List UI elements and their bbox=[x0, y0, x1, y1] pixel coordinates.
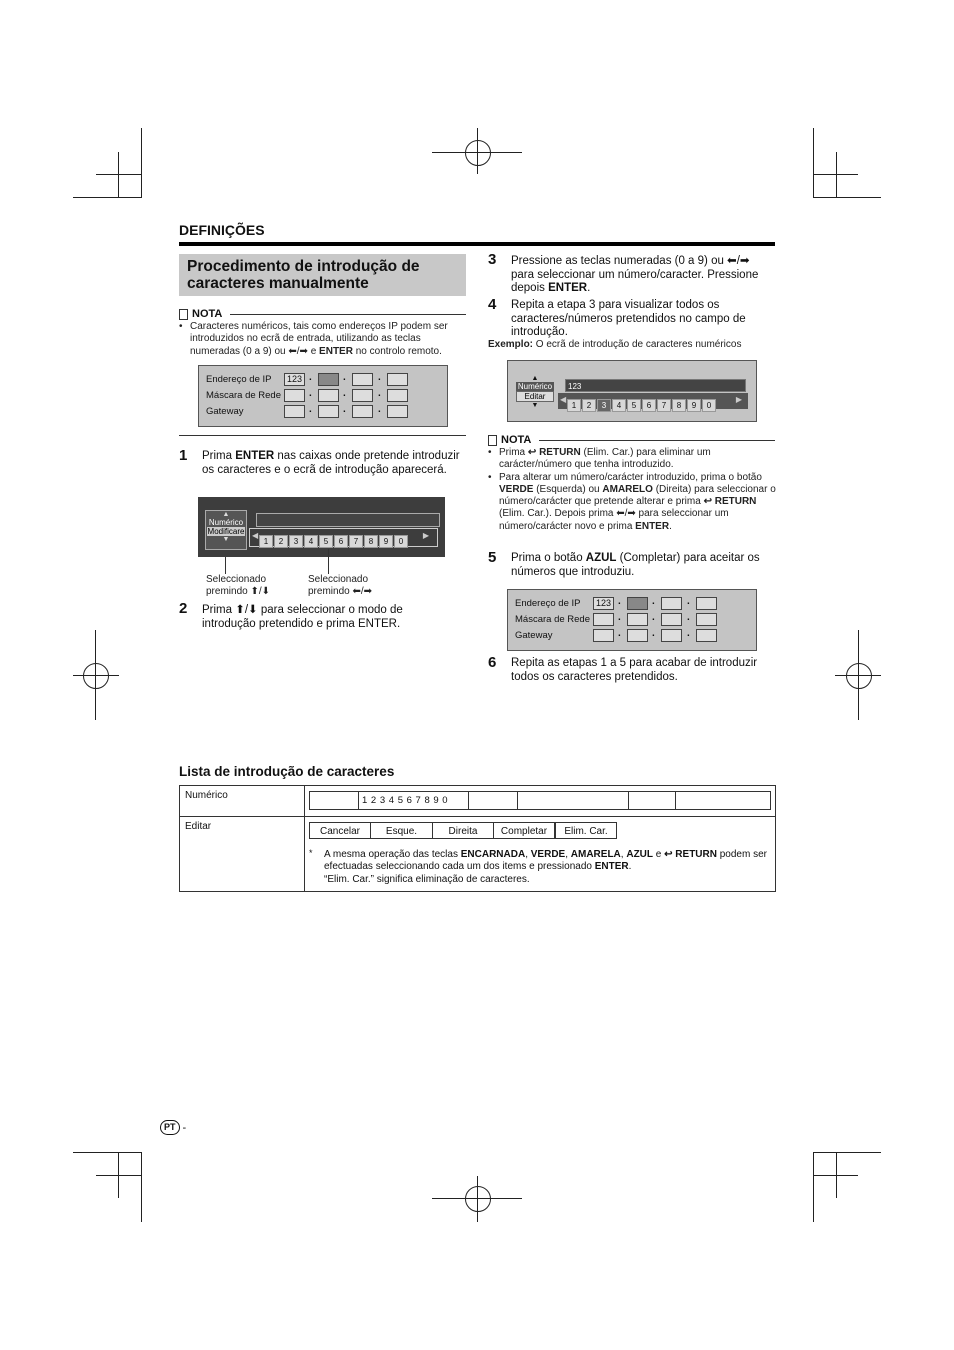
ip-label: Endereço de IP bbox=[206, 374, 272, 385]
gw-field-2[interactable] bbox=[318, 405, 339, 418]
up-arrow-icon: ▲ bbox=[531, 375, 539, 382]
row-label-numeric: Numérico bbox=[180, 786, 305, 817]
digit-key[interactable]: 0 bbox=[702, 399, 716, 412]
digit-row-2 bbox=[558, 393, 748, 409]
callout-line bbox=[328, 549, 329, 574]
ip-field-1[interactable]: 123 bbox=[284, 373, 305, 386]
step-6-number: 6 bbox=[488, 654, 497, 671]
mask-field-4[interactable] bbox=[387, 389, 408, 402]
digit-key[interactable]: 6 bbox=[334, 535, 348, 548]
nota-header bbox=[179, 308, 466, 320]
step-4-text: Repita a etapa 3 para visualizar todos os caracteres/números pretendidos no campo de introdução. bbox=[511, 299, 746, 339]
down-arrow-icon: ▼ bbox=[531, 402, 539, 409]
cancel-button[interactable]: Cancelar bbox=[309, 822, 371, 839]
ip-field-4[interactable] bbox=[696, 597, 717, 610]
entry-screen-1 bbox=[198, 497, 445, 557]
ip-dot: . bbox=[378, 372, 381, 383]
character-list-table bbox=[179, 785, 776, 892]
mask-field-1[interactable] bbox=[593, 613, 614, 626]
digit-key[interactable]: 1 bbox=[567, 399, 581, 412]
mode-selector-2[interactable] bbox=[516, 375, 554, 411]
mask-field-2[interactable] bbox=[627, 613, 648, 626]
ip-label: Endereço de IP bbox=[515, 598, 581, 609]
digit-key[interactable]: 4 bbox=[304, 535, 318, 548]
mode-numeric[interactable]: Numérico bbox=[208, 518, 244, 527]
digit-key[interactable]: 1 bbox=[259, 535, 273, 548]
nota-1: • Caracteres numéricos, tais como endereços IP podem ser introduzidos no ecrã de entrada, utilizando as teclas numeradas (0 a 9) ou ⬅/➡ e ENTER no controlo remoto. bbox=[179, 321, 448, 357]
right-arrow-icon: ▶ bbox=[422, 531, 429, 540]
ip-dot: . bbox=[378, 388, 381, 399]
row-label-edit: Editar bbox=[180, 817, 305, 892]
mask-field-3[interactable] bbox=[352, 389, 373, 402]
digits bbox=[259, 531, 409, 549]
nota-label: NOTA bbox=[501, 434, 532, 446]
ip-dot: . bbox=[309, 388, 312, 399]
input-field-2[interactable]: 123 bbox=[565, 379, 746, 392]
divider bbox=[179, 435, 466, 436]
left-arrow-icon: ◀ bbox=[252, 531, 259, 540]
digit-key[interactable]: 7 bbox=[657, 399, 671, 412]
gw-field-4[interactable] bbox=[387, 405, 408, 418]
down-arrow-icon: ▼ bbox=[222, 536, 230, 543]
language-badge: PT bbox=[160, 1120, 180, 1135]
left-arrow-icon: ◀ bbox=[560, 395, 567, 404]
step-3-number: 3 bbox=[488, 251, 497, 268]
gw-field-2[interactable] bbox=[627, 629, 648, 642]
ip-settings-panel-2 bbox=[507, 589, 757, 651]
page-heading: Procedimento de introdução de caracteres manualmente bbox=[187, 258, 420, 292]
ip-dot: . bbox=[687, 596, 690, 607]
complete-button[interactable]: Completar bbox=[494, 822, 555, 839]
mask-field-2[interactable] bbox=[318, 389, 339, 402]
ip-dot: . bbox=[687, 612, 690, 623]
delete-char-button[interactable]: Elim. Car. bbox=[555, 822, 617, 839]
nota-header-2 bbox=[488, 434, 775, 446]
ip-settings-panel bbox=[198, 365, 448, 427]
digit-row bbox=[249, 528, 438, 547]
nota-divider bbox=[539, 440, 775, 441]
ip-dot: . bbox=[618, 596, 621, 607]
ip-field-3[interactable] bbox=[352, 373, 373, 386]
numeric-digits: 1 2 3 4 5 6 7 8 9 0 bbox=[359, 792, 469, 809]
mode-numeric[interactable]: Numérico bbox=[517, 382, 553, 391]
ip-dot: . bbox=[618, 628, 621, 639]
mask-field-4[interactable] bbox=[696, 613, 717, 626]
digit-key[interactable]: 5 bbox=[319, 535, 333, 548]
mode-selector[interactable] bbox=[205, 510, 247, 550]
note-icon bbox=[488, 435, 497, 446]
section-title: DEFINIÇÕES bbox=[179, 222, 265, 238]
input-field[interactable] bbox=[256, 513, 440, 527]
section-rule bbox=[179, 242, 775, 246]
mask-label: Máscara de Rede bbox=[515, 614, 590, 625]
ip-dot: . bbox=[652, 612, 655, 623]
step-4-number: 4 bbox=[488, 296, 497, 313]
step-1-text: Prima ENTER nas caixas onde pretende introduzir os caracteres e o ecrã de introdução aparecerá. bbox=[202, 450, 460, 476]
digit-key[interactable]: 3 bbox=[289, 535, 303, 548]
digit-key[interactable]: 9 bbox=[687, 399, 701, 412]
nota-2 bbox=[488, 447, 776, 533]
mask-label: Máscara de Rede bbox=[206, 390, 281, 401]
ip-dot: . bbox=[652, 628, 655, 639]
digit-key[interactable]: 7 bbox=[349, 535, 363, 548]
ip-dot: . bbox=[309, 404, 312, 415]
table-note: * A mesma operação das teclas ENCARNADA, VERDE, AMARELA, AZUL e ↩ RETURN podem ser efectuadas seleccionando cada um dos items e pressionado ENTER. “Elim. Car.” significa eliminação de caracteres. bbox=[309, 848, 767, 885]
digit-key[interactable]: 8 bbox=[672, 399, 686, 412]
numeric-row bbox=[309, 791, 771, 810]
gw-field-1[interactable] bbox=[593, 629, 614, 642]
ip-dot: . bbox=[652, 596, 655, 607]
step-2-text: Prima ⬆/⬇ para seleccionar o modo de introdução pretendido e prima ENTER. bbox=[202, 604, 403, 630]
heading-box bbox=[179, 254, 466, 296]
list-title: Lista de introdução de caracteres bbox=[179, 764, 395, 779]
digit-key[interactable]: 3 bbox=[597, 399, 611, 412]
nota-label: NOTA bbox=[192, 308, 223, 320]
digit-key[interactable]: 5 bbox=[627, 399, 641, 412]
mask-field-1[interactable] bbox=[284, 389, 305, 402]
ip-dot: . bbox=[343, 404, 346, 415]
note-icon bbox=[179, 309, 188, 320]
up-arrow-icon: ▲ bbox=[222, 511, 230, 518]
ip-field-2[interactable] bbox=[318, 373, 339, 386]
nota-2-bullet-1: • Prima ↩ RETURN (Elim. Car.) para eliminar um carácter/número que tenha introduzido. bbox=[488, 447, 711, 471]
nota-2-bullet-2: • Para alterar um número/carácter introduzido, prima o botão VERDE (Esquerda) ou AMARELO (Direita) para seleccionar o número/carácter que pretende alterar e prima ↩ RETURN (Elim. Car.). Depois prima ⬅/➡ para seleccionar um número/carácter novo e prima ENTER. bbox=[488, 471, 776, 532]
digit-key[interactable]: 9 bbox=[379, 535, 393, 548]
right-arrow-icon: ▶ bbox=[735, 395, 742, 404]
mask-field-3[interactable] bbox=[661, 613, 682, 626]
edit-buttons bbox=[309, 822, 771, 839]
digit-key[interactable]: 2 bbox=[274, 535, 288, 548]
ip-dot: . bbox=[687, 628, 690, 639]
callout-left: Seleccionado premindo ⬆/⬇ bbox=[206, 574, 271, 598]
gw-field-1[interactable] bbox=[284, 405, 305, 418]
step-6-text: Repita as etapas 1 a 5 para acabar de introduzir todos os caracteres pretendidos. bbox=[511, 657, 758, 683]
ip-dot: . bbox=[378, 404, 381, 415]
ip-dot: . bbox=[618, 612, 621, 623]
callout-line bbox=[225, 557, 226, 574]
digit-key[interactable]: 2 bbox=[582, 399, 596, 412]
callout-right: Seleccionado premindo ⬅/➡ bbox=[308, 574, 373, 598]
digit-key[interactable]: 8 bbox=[364, 535, 378, 548]
ip-field-4[interactable] bbox=[387, 373, 408, 386]
ip-field-2[interactable] bbox=[627, 597, 648, 610]
step-5-number: 5 bbox=[488, 549, 497, 566]
step-1-number: 1 bbox=[179, 447, 188, 464]
ip-dot: . bbox=[309, 372, 312, 383]
digit-key[interactable]: 0 bbox=[394, 535, 408, 548]
mode-modify[interactable]: Modificare bbox=[207, 527, 245, 536]
ip-field-1[interactable]: 123 bbox=[593, 597, 614, 610]
ip-dot: . bbox=[343, 388, 346, 399]
gw-field-3[interactable] bbox=[661, 629, 682, 642]
ip-field-3[interactable] bbox=[661, 597, 682, 610]
right-button[interactable]: Direita bbox=[433, 822, 494, 839]
page-dash: - bbox=[182, 1121, 187, 1134]
gw-field-3[interactable] bbox=[352, 405, 373, 418]
step-2-number: 2 bbox=[179, 600, 188, 617]
left-button[interactable]: Esque. bbox=[371, 822, 433, 839]
digit-key[interactable]: 6 bbox=[642, 399, 656, 412]
digits bbox=[567, 395, 717, 413]
entry-screen-2 bbox=[507, 360, 757, 422]
step-5-text: Prima o botão AZUL (Completar) para aceitar os números que introduziu. bbox=[511, 552, 760, 578]
example-caption: Exemplo: O ecrã de introdução de caracteres numéricos bbox=[488, 339, 742, 350]
gw-field-4[interactable] bbox=[696, 629, 717, 642]
page-footer bbox=[160, 1120, 186, 1135]
mode-edit[interactable]: Editar bbox=[516, 391, 554, 402]
digit-key[interactable]: 4 bbox=[612, 399, 626, 412]
ip-dot: . bbox=[343, 372, 346, 383]
gateway-label: Gateway bbox=[515, 630, 553, 641]
step-3-text: Pressione as teclas numeradas (0 a 9) ou ⬅/➡ para seleccionar um número/caracter. Pressione depois ENTER. bbox=[511, 255, 759, 295]
gateway-label: Gateway bbox=[206, 406, 244, 417]
nota-divider bbox=[230, 314, 466, 315]
